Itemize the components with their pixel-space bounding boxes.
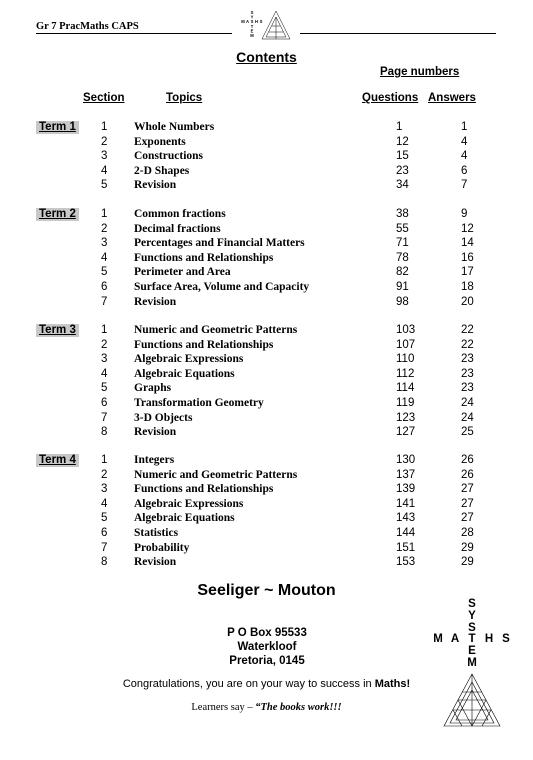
answers-page: 24: [461, 397, 474, 409]
page-numbers-heading: Page numbers: [380, 66, 460, 78]
contents-row: [0, 265, 533, 280]
learners-say-text: Learners say – “The books work!!!: [191, 702, 342, 713]
topic-name: Algebraic Equations: [134, 512, 235, 525]
questions-page: 91: [396, 281, 409, 293]
questions-page: 98: [396, 295, 409, 308]
questions-page: 103: [396, 324, 416, 336]
questions-page: 151: [396, 541, 416, 554]
section-number: 2: [101, 135, 108, 148]
answers-page: 23: [461, 353, 474, 366]
answers-page: 1: [461, 121, 468, 133]
system-letter: E: [468, 645, 476, 658]
term-label: Term 2: [36, 208, 79, 221]
contents-row: [0, 164, 533, 179]
questions-page: 15: [396, 150, 409, 163]
term-label: Term 4: [36, 454, 79, 467]
questions-page: 130: [396, 454, 416, 466]
answers-page: 14: [461, 237, 474, 250]
contents-row: [0, 207, 533, 222]
logo-letter: M: [241, 19, 245, 25]
section-number: 1: [101, 121, 108, 133]
section-number: 6: [101, 397, 108, 409]
contents-row: [0, 149, 533, 164]
section-number: 3: [101, 483, 108, 496]
maths-letter: A: [450, 633, 460, 646]
contents-row: [0, 178, 533, 193]
questions-page: 123: [396, 411, 416, 424]
topic-name: Graphs: [134, 382, 172, 395]
contents-row: [0, 135, 533, 150]
topic-name: Revision: [134, 295, 177, 308]
answers-page: 28: [461, 527, 474, 539]
maths-letter: H: [484, 633, 494, 646]
section-number: 5: [101, 382, 108, 395]
section-number: 8: [101, 426, 108, 439]
section-number: 5: [101, 179, 108, 192]
address-line-3: Pretoria, 0145: [229, 655, 305, 667]
answers-page: 20: [461, 295, 474, 308]
contents-row: [0, 381, 533, 396]
section-number: 3: [101, 237, 108, 250]
section-number: 4: [101, 251, 108, 264]
system-letter: S: [468, 621, 476, 634]
topic-name: Functions and Relationships: [134, 483, 274, 496]
address-line-2: Waterkloof: [237, 641, 297, 653]
section-number: 5: [101, 266, 108, 279]
section-number: 6: [101, 527, 108, 539]
section-number: 8: [101, 556, 108, 569]
logo-letter: T: [250, 23, 254, 29]
section-number: 7: [101, 295, 108, 308]
section-number: 4: [101, 497, 108, 510]
topic-name: Whole Numbers: [134, 121, 215, 133]
answers-page: 25: [461, 426, 474, 439]
answers-page: 27: [461, 497, 474, 510]
contents-row: [0, 511, 533, 526]
learners-quote: “The books work!!!: [255, 702, 342, 713]
topic-name: 3-D Objects: [134, 411, 193, 424]
topic-name: Numeric and Geometric Patterns: [134, 324, 298, 336]
questions-page: 141: [396, 497, 416, 510]
questions-page: 82: [396, 266, 409, 279]
questions-page: 127: [396, 426, 416, 439]
topic-name: Statistics: [134, 527, 179, 539]
answers-page: 16: [461, 251, 474, 264]
topic-name: Numeric and Geometric Patterns: [134, 468, 298, 481]
logo-letter: S: [250, 19, 254, 25]
contents-row: [0, 453, 533, 468]
questions-page: 114: [396, 382, 415, 395]
questions-page: 38: [396, 208, 409, 220]
questions-page: 119: [396, 397, 415, 409]
topic-name: Constructions: [134, 150, 204, 163]
questions-page: 107: [396, 338, 416, 351]
answers-page: 4: [461, 135, 468, 148]
topic-name: Perimeter and Area: [134, 266, 231, 279]
section-number: 4: [101, 367, 108, 380]
topic-name: Decimal fractions: [134, 222, 221, 235]
section-number: 2: [101, 468, 108, 481]
contents-row: [0, 222, 533, 237]
contents-row: [0, 411, 533, 426]
address-line-1: P O Box 95533: [227, 627, 307, 639]
section-number: 2: [101, 338, 108, 351]
section-column-header: Section: [83, 92, 125, 104]
answers-page: 6: [461, 164, 468, 177]
contents-row: [0, 468, 533, 483]
header-rule-left: [36, 33, 232, 34]
topic-name: Revision: [134, 426, 177, 439]
topics-column-header: Topics: [166, 92, 203, 104]
questions-page: 78: [396, 251, 409, 264]
questions-page: 110: [396, 353, 415, 366]
answers-page: 9: [461, 208, 468, 220]
answers-page: 26: [461, 454, 474, 466]
contents-row: [0, 280, 533, 295]
topic-name: Revision: [134, 556, 177, 569]
answers-page: 22: [461, 324, 474, 336]
section-number: 6: [101, 281, 108, 293]
answers-page: 18: [461, 281, 474, 293]
system-letter: T: [468, 633, 476, 646]
topic-name: Functions and Relationships: [134, 251, 274, 264]
answers-page: 29: [461, 541, 474, 554]
contents-row: [0, 338, 533, 353]
contents-row: [0, 497, 533, 512]
questions-page: 137: [396, 468, 416, 481]
topic-name: Algebraic Expressions: [134, 353, 244, 366]
logo-letter: S: [259, 19, 263, 25]
contents-row: [0, 526, 533, 541]
answers-page: 4: [461, 150, 468, 163]
congratulations-text: Congratulations, you are on your way to success in Maths!: [122, 678, 411, 690]
answers-page: 29: [461, 556, 474, 569]
section-number: 4: [101, 164, 108, 177]
term-label: Term 1: [36, 121, 79, 134]
contents-row: [0, 236, 533, 251]
contents-row: [0, 541, 533, 556]
answers-column-header: Answers: [428, 92, 476, 104]
answers-page: 26: [461, 468, 474, 481]
document-header-title: Gr 7 PracMaths CAPS: [36, 21, 139, 32]
contents-title: Contents: [236, 49, 297, 65]
pyramid-logo-icon: [442, 672, 502, 728]
answers-page: 7: [461, 179, 468, 192]
contents-row: [0, 251, 533, 266]
questions-column-header: Questions: [362, 92, 419, 104]
topic-name: Probability: [134, 541, 190, 554]
questions-page: 12: [396, 135, 409, 148]
logo-letter: A: [245, 19, 250, 25]
questions-page: 1: [396, 121, 403, 133]
answers-page: 23: [461, 367, 474, 380]
maths-letter: M: [433, 633, 443, 646]
topic-name: 2-D Shapes: [134, 164, 190, 177]
publisher-name: Seeliger ~ Mouton: [197, 582, 336, 599]
section-number: 7: [101, 411, 108, 424]
system-letter: S: [468, 598, 476, 610]
topic-name: Algebraic Equations: [134, 367, 235, 380]
term-label: Term 3: [36, 324, 79, 337]
questions-page: 55: [396, 222, 409, 235]
answers-page: 27: [461, 483, 474, 496]
contents-row: [0, 555, 533, 570]
answers-page: 12: [461, 222, 474, 235]
questions-page: 112: [396, 367, 415, 380]
section-number: 2: [101, 222, 108, 235]
section-number: 3: [101, 353, 108, 366]
logo-letter: E: [250, 28, 254, 34]
answers-page: 24: [461, 411, 474, 424]
topic-name: Percentages and Financial Matters: [134, 237, 305, 250]
answers-page: 22: [461, 338, 474, 351]
contents-row: [0, 425, 533, 440]
section-number: 3: [101, 150, 108, 163]
contents-row: [0, 396, 533, 411]
system-letter: M: [467, 657, 477, 669]
topic-name: Algebraic Expressions: [134, 497, 244, 510]
questions-page: 139: [396, 483, 416, 496]
topic-name: Exponents: [134, 135, 186, 148]
topic-name: Revision: [134, 179, 177, 192]
logo-letter: M: [250, 33, 254, 38]
system-letter: Y: [468, 609, 476, 622]
questions-page: 23: [396, 164, 409, 177]
topic-name: Functions and Relationships: [134, 338, 274, 351]
questions-page: 143: [396, 512, 416, 525]
questions-page: 144: [396, 527, 416, 539]
answers-page: 17: [461, 266, 474, 279]
topic-name: Surface Area, Volume and Capacity: [134, 281, 310, 293]
questions-page: 153: [396, 556, 416, 569]
maths-emphasis: Maths!: [374, 678, 411, 690]
logo-letter: Y: [250, 14, 254, 20]
logo-letter: S: [250, 10, 254, 15]
topic-name: Transformation Geometry: [134, 397, 264, 409]
contents-row: [0, 120, 533, 135]
maths-system-logo-small: [232, 8, 298, 42]
contents-row: [0, 352, 533, 367]
answers-page: 27: [461, 512, 474, 525]
topic-name: Integers: [134, 454, 175, 466]
contents-row: [0, 482, 533, 497]
questions-page: 71: [396, 237, 409, 250]
topic-name: Common fractions: [134, 208, 226, 220]
logo-letter: H: [254, 19, 259, 25]
contents-row: [0, 367, 533, 382]
section-number: 7: [101, 541, 108, 554]
contents-row: [0, 295, 533, 310]
questions-page: 34: [396, 179, 409, 192]
contents-row: [0, 323, 533, 338]
maths-letter: S: [502, 633, 510, 646]
section-number: 1: [101, 208, 108, 220]
section-number: 1: [101, 454, 108, 466]
answers-page: 23: [461, 382, 474, 395]
header-rule-right: [300, 33, 496, 34]
section-number: 1: [101, 324, 108, 336]
section-number: 5: [101, 512, 108, 525]
